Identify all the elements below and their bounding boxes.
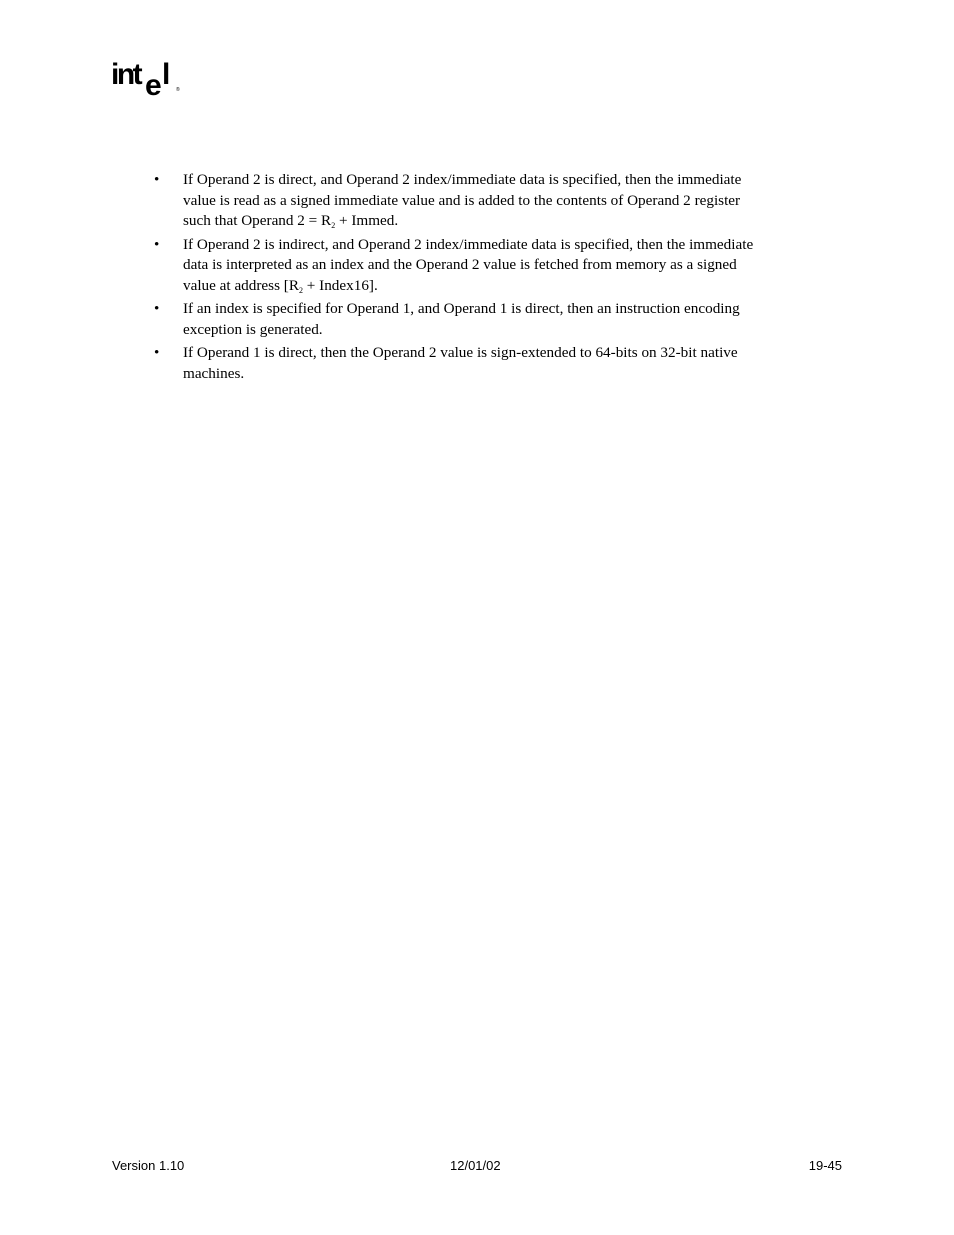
bullet-item [152, 299, 842, 340]
bullet-line-pre: value at address [R [183, 276, 299, 294]
bullet-dot: • [154, 171, 160, 188]
bullet-item [152, 343, 842, 384]
bullet-line: machines. [183, 364, 245, 382]
subscript: 2 [298, 285, 303, 295]
bullet-line: If Operand 1 is direct, then the Operand 2 value is sign-extended to 64-bits on 32-bit native [183, 344, 738, 361]
footer-version: Version 1.10 [112, 1158, 185, 1173]
svg-text:l: l [162, 60, 171, 91]
svg-text:®: ® [176, 87, 180, 93]
bullet-line-post: + Index16]. [302, 276, 378, 294]
bullet-dot: • [154, 300, 160, 317]
footer-date: 12/01/02 [450, 1158, 501, 1173]
svg-text:int: int [111, 60, 141, 91]
bullet-line-post: + Immed. [335, 212, 399, 229]
bullet-line: exception is generated. [183, 320, 323, 338]
bullet-line: data is interpreted as an index and the Operand 2 value is fetched from memory as a signed [183, 256, 737, 273]
bullet-line-pre: such that Operand 2 = R [183, 212, 332, 229]
bullet-list [152, 170, 842, 387]
bullet-line: If Operand 2 is direct, and Operand 2 index/immediate data is specified, then the immediate [183, 171, 742, 188]
footer-page-number: 19-45 [808, 1158, 842, 1173]
bullet-dot: • [154, 344, 160, 361]
bullet-line: If Operand 2 is indirect, and Operand 2 index/immediate data is specified, then the immediate [183, 235, 754, 253]
subscript: 2 [331, 221, 336, 230]
bullet-line: value is read as a signed immediate value and is added to the contents of Operand 2 register [183, 191, 741, 209]
bullet-item [152, 170, 842, 232]
svg-text:e: e [145, 69, 160, 102]
intel-logo [110, 60, 190, 102]
bullet-item [152, 235, 842, 297]
bullet-dot: • [154, 235, 160, 253]
bullet-line: If an index is specified for Operand 1, and Operand 1 is direct, then an instruction encoding [183, 300, 740, 317]
